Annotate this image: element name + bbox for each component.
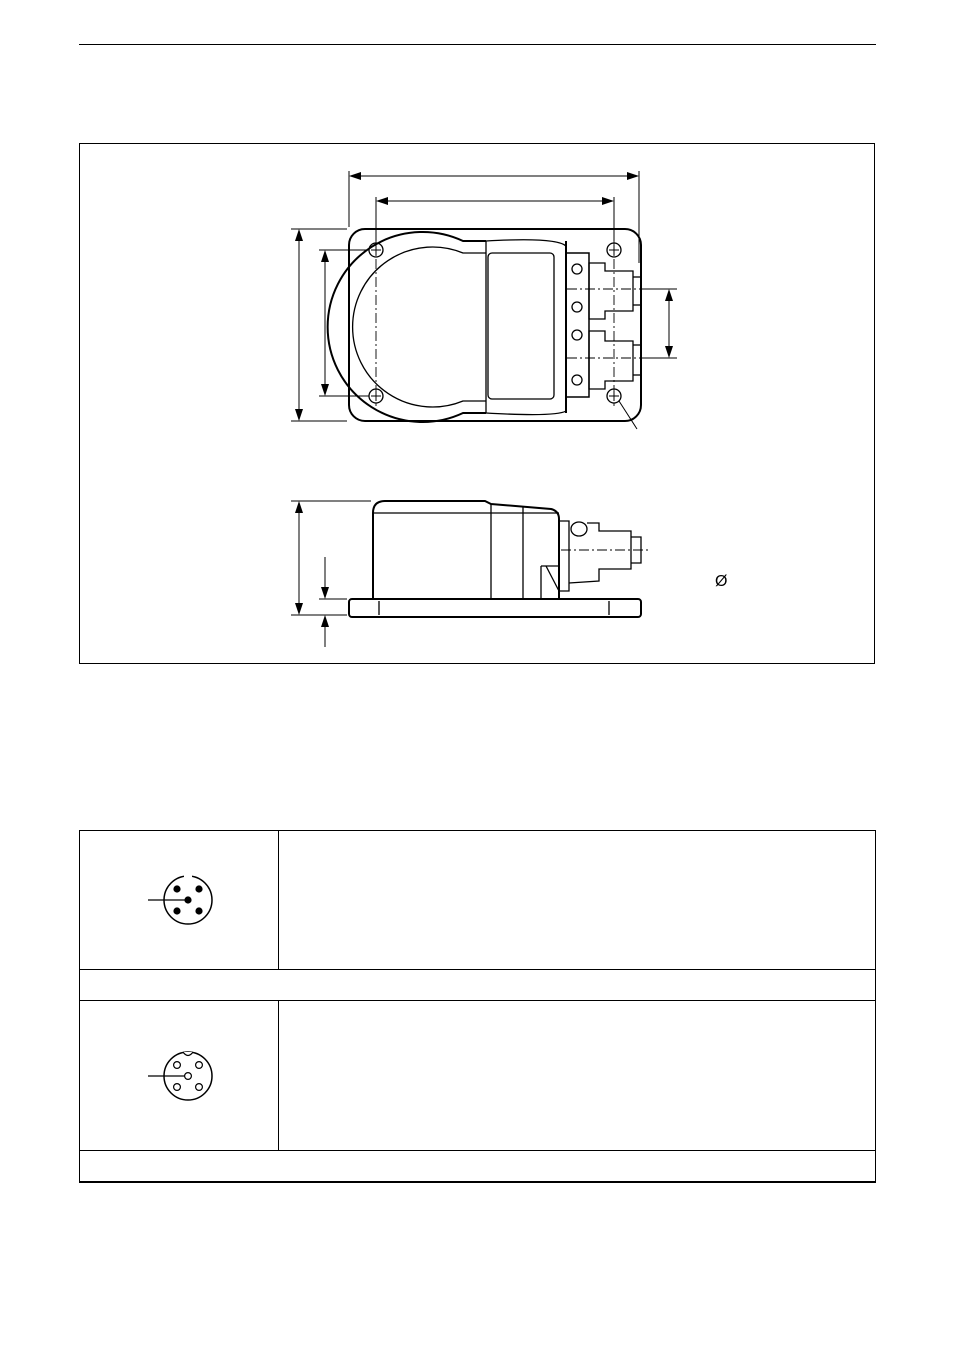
connector-1-note [80,970,876,1001]
header-rule [79,44,876,45]
connector-2-note [80,1151,876,1183]
connector-1-description [279,831,876,970]
side-view [291,501,649,647]
table-row [80,1001,876,1151]
connector-2-icon-cell [80,1001,279,1151]
table-row [80,970,876,1001]
connector-male-m12-icon [134,865,224,935]
connector-female-m12-icon [134,1041,224,1111]
connector-2-description [279,1001,876,1151]
top-view [291,171,677,429]
connector-1-icon-cell [80,831,279,970]
dimension-drawing-svg [80,144,876,665]
connector-table [79,830,876,1183]
diameter-symbol: Ø [715,573,728,590]
table-row [80,1151,876,1183]
dimension-drawing [79,143,875,664]
table-row [80,831,876,970]
